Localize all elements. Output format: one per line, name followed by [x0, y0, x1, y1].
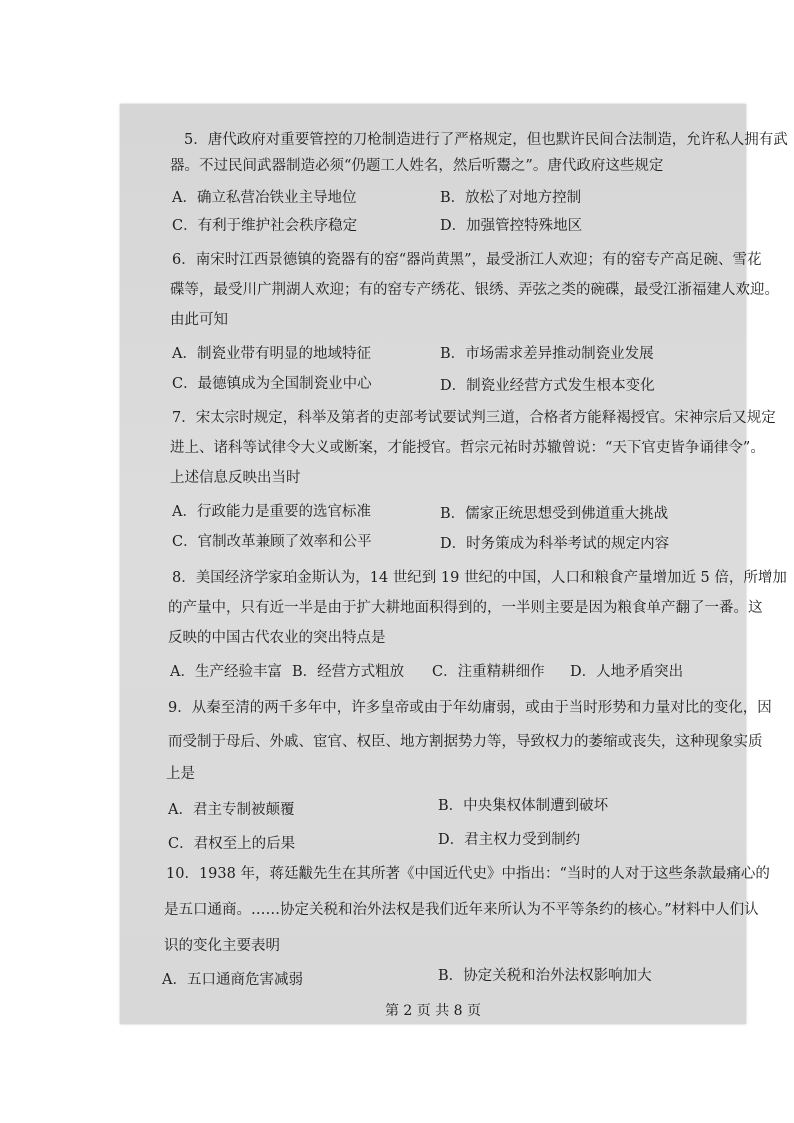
q7-option-c: C．官制改革兼顾了效率和公平: [172, 534, 372, 550]
q6-option-d: D．制瓷业经营方式发生根本变化: [440, 378, 655, 394]
q7-line-1: 7．宋太宗时规定，科举及第者的吏部考试要试判三道，合格者方能释褐授官。宋神宗后又规定: [172, 410, 776, 426]
q7-line-2: 进上、诸科等试律令大义或断案，才能授官。哲宗元祐时苏辙曾说：“天下官吏皆争诵律令”。: [170, 440, 765, 456]
q8-line-2: 的产量中，只有近一半是由于扩大耕地面积得到的，一半则主要是因为粮食单产翻了一番。这: [168, 600, 763, 616]
q7-option-a: A．行政能力是重要的选官标准: [172, 504, 371, 520]
q7-option-b: B．儒家正统思想受到佛道重大挑战: [440, 506, 669, 522]
page-number: 第 2 页 共 8 页: [384, 1003, 482, 1019]
q8-option-d: D．人地矛盾突出: [570, 664, 684, 680]
q6-option-a: A．制瓷业带有明显的地域特征: [172, 346, 371, 362]
q10-line-2: 是五口通商。……协定关税和治外法权是我们近年来所认为不平等条约的核心。”材料中人们认: [164, 902, 759, 918]
q8-option-c: C．注重精耕细作: [432, 664, 545, 680]
q9-option-d: D．君主权力受到制约: [438, 832, 581, 848]
exam-page: [120, 104, 788, 1024]
q6-line-2: 碟等，最受川广荆湖人欢迎；有的窑专产绣花、银绣、弄弦之类的碗碟，最受江浙福建人欢迎。: [170, 282, 779, 298]
q5-line-1: 5．唐代政府对重要管控的刀枪制造进行了严格规定，但也默许民间合法制造，允许私人拥有武: [184, 132, 788, 148]
q9-line-2: 而受制于母后、外戚、宦官、权臣、地方割据势力等，导致权力的萎缩或丧失，这种现象实质: [168, 734, 763, 750]
q7-line-3: 上述信息反映出当时: [170, 470, 301, 486]
q5-line-2: 器。不过民间武器制造必须“仍题工人姓名，然后听鬻之”。唐代政府这些规定: [170, 158, 664, 174]
q9-line-1: 9．从秦至清的两千多年中，许多皇帝或由于年幼庸弱，或由于当时形势和力量对比的变化，因: [168, 700, 772, 716]
q9-option-c: C．君权至上的后果: [168, 836, 296, 852]
q9-line-3: 上是: [166, 766, 195, 782]
q10-line-1: 10．1938 年，蒋廷黻先生在其所著《中国近代史》中指出：“当时的人对于这些条款最痛心的: [166, 866, 770, 882]
q8-option-b: B．经营方式粗放: [292, 664, 405, 680]
q5-option-a: A．确立私营冶铁业主导地位: [172, 190, 357, 206]
q10-line-3: 识的变化主要表明: [164, 938, 280, 954]
q9-option-b: B．中央集权体制遭到破坏: [438, 798, 609, 814]
q6-option-b: B．市场需求差异推动制瓷业发展: [440, 346, 654, 362]
q10-option-a: A．五口通商危害减弱: [162, 972, 303, 988]
q7-option-d: D．时务策成为科举考试的规定内容: [440, 536, 670, 552]
q8-line-3: 反映的中国古代农业的突出特点是: [168, 630, 386, 646]
q9-option-a: A．君主专制被颠覆: [168, 802, 295, 818]
q8-line-1: 8．美国经济学家珀金斯认为，14 世纪到 19 世纪的中国，人口和粮食产量增加近 5 倍，所增加: [172, 570, 787, 586]
q6-line-1: 6．南宋时江西景德镇的瓷器有的窑“器尚黄黑”，最受浙江人欢迎；有的窑专产高足碗、雪花: [172, 252, 762, 268]
q5-option-d: D．加强管控特殊地区: [440, 218, 583, 234]
q10-option-b: B．协定关税和治外法权影响加大: [438, 968, 652, 984]
q5-option-b: B．放松了对地方控制: [440, 190, 582, 206]
q5-option-c: C．有利于维护社会秩序稳定: [172, 218, 358, 234]
q6-line-3: 由此可知: [170, 312, 228, 328]
q8-option-a: A．生产经验丰富: [170, 664, 282, 680]
q6-option-c: C．最德镇成为全国制瓷业中心: [172, 376, 372, 392]
